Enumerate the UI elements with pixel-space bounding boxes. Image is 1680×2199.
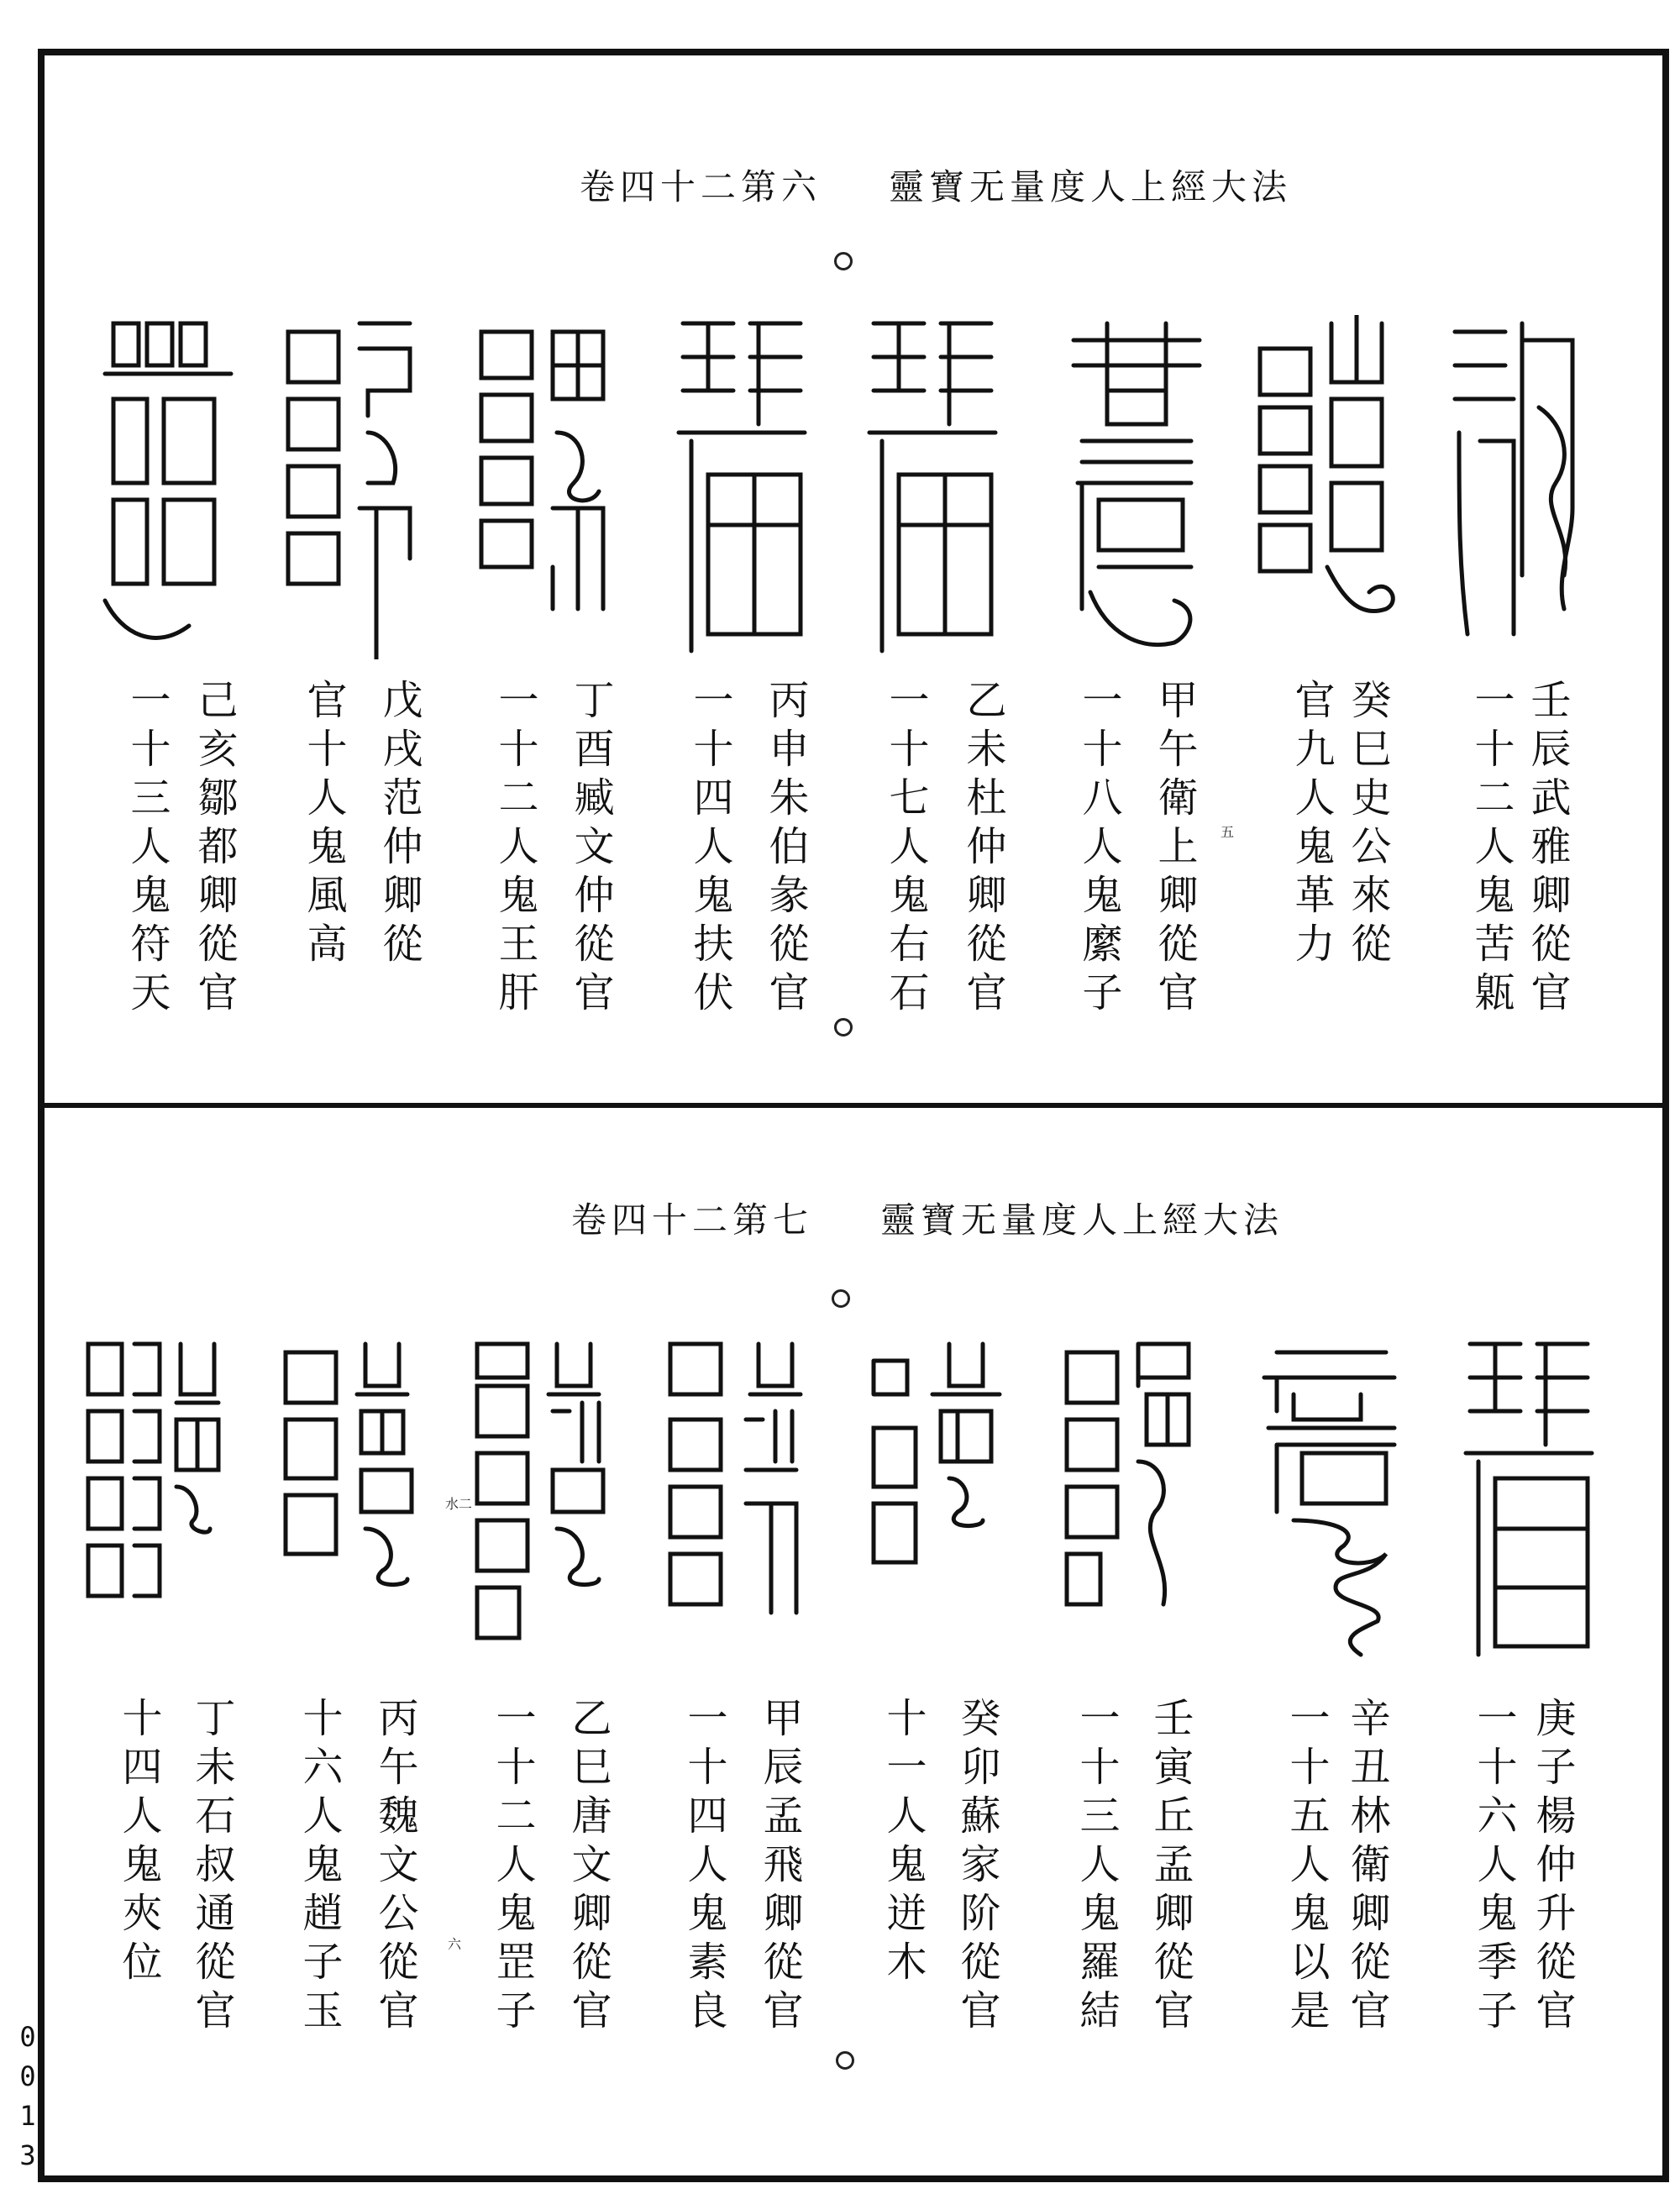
stem-column: 丙申朱伯彖從官 xyxy=(762,679,809,1020)
ghost-name-column: 官十人鬼風高 xyxy=(300,679,347,971)
circle-mark xyxy=(834,252,853,270)
panel-divider xyxy=(38,1103,1669,1108)
ghost-name-column: 一十八人鬼縻子 xyxy=(1075,679,1122,1020)
talisman-seal xyxy=(1446,315,1588,659)
page-number-digit: 3 xyxy=(19,2139,36,2171)
ghost-name-column: 一十三人鬼符天 xyxy=(123,679,171,1020)
talisman-seal xyxy=(97,315,238,659)
page-number xyxy=(15,2018,40,2175)
talisman-seal xyxy=(1063,1336,1204,1680)
stem-column: 乙未杜仲卿從官 xyxy=(959,679,1006,1020)
ghost-name-column: 一十二人鬼王肝 xyxy=(491,679,538,1020)
ghost-name-column: 一十四人鬼素良 xyxy=(680,1697,727,2038)
ghost-name-column: 一十二人鬼罡子 xyxy=(489,1697,536,2038)
page-number-digit: 0 xyxy=(19,2060,36,2092)
talisman-seal xyxy=(865,315,1006,659)
volume-label: 卷四十二第六 xyxy=(580,166,822,207)
talisman-seal xyxy=(1462,1336,1603,1680)
ghost-name-column: 一十四人鬼扶伏 xyxy=(686,679,733,1020)
ghost-name-column: 十四人鬼夾位 xyxy=(115,1697,162,1989)
ghost-name-column: 十六人鬼趙子玉 xyxy=(296,1697,343,2038)
ghost-name-column: 十一人鬼迸木 xyxy=(879,1697,927,1989)
talisman-seal xyxy=(1260,1336,1401,1680)
circle-mark xyxy=(834,1018,853,1037)
volume-label: 卷四十二第七 xyxy=(571,1199,814,1241)
stem-column: 丁酉臧文仲從官 xyxy=(567,679,614,1020)
panel-header-bottom xyxy=(571,1197,1284,1239)
small-note: 六 xyxy=(448,1936,462,1952)
stem-column: 癸卯蘇家阶從官 xyxy=(953,1697,1000,2038)
stem-column: 甲午衛上卿從官 xyxy=(1151,679,1198,1020)
talisman-seal xyxy=(865,1336,1006,1680)
stem-column: 丙午魏文公從官 xyxy=(371,1697,418,2038)
stem-column: 乙巳唐文卿從官 xyxy=(564,1697,612,2038)
ghost-name-column: 一十三人鬼羅結 xyxy=(1073,1697,1120,2038)
page-number-digit: 0 xyxy=(19,2021,36,2053)
talisman-seal xyxy=(477,315,618,659)
stem-column: 壬辰武雅卿從官 xyxy=(1524,679,1571,1020)
talisman-seal xyxy=(284,315,425,659)
ghost-name-column: 一十二人鬼苦甈 xyxy=(1467,679,1515,1020)
page-number-digit: 1 xyxy=(19,2100,36,2132)
stem-column: 甲辰孟飛卿從官 xyxy=(756,1697,803,2038)
stem-column: 癸巳史公來從 xyxy=(1344,679,1391,971)
talisman-seal xyxy=(84,1336,225,1680)
circle-mark xyxy=(836,2051,854,2070)
talisman-seal xyxy=(1065,315,1206,659)
stem-column: 壬寅丘孟卿從官 xyxy=(1147,1697,1194,2038)
ghost-name-column: 一十七人鬼右石 xyxy=(882,679,929,1020)
page-frame xyxy=(38,49,1669,2182)
small-note: 五 xyxy=(1221,824,1235,840)
ghost-name-column: 官九人鬼革力 xyxy=(1288,679,1335,971)
ghost-name-column: 一十五人鬼以是 xyxy=(1283,1697,1330,2038)
talisman-seal xyxy=(281,1336,423,1680)
small-note: 水二 xyxy=(445,1496,473,1512)
book-title: 靈寶无量度人上經大法 xyxy=(880,1199,1284,1241)
talisman-seal xyxy=(675,315,816,659)
stem-column: 辛丑林衛卿從官 xyxy=(1343,1697,1390,2038)
talisman-seal xyxy=(666,1336,807,1680)
panel-header-top xyxy=(580,164,1292,206)
stem-column: 己亥鄒都卿從官 xyxy=(191,679,238,1020)
circle-mark xyxy=(832,1289,850,1308)
stem-column: 丁未石叔通從官 xyxy=(188,1697,235,2038)
stem-column: 庚子楊仲升從官 xyxy=(1529,1697,1576,2038)
talisman-seal xyxy=(1256,315,1397,659)
book-title: 靈寶无量度人上經大法 xyxy=(889,166,1293,207)
talisman-seal xyxy=(473,1336,614,1680)
ghost-name-column: 一十六人鬼季子 xyxy=(1470,1697,1517,2038)
stem-column: 戊戌范仲卿從 xyxy=(375,679,423,971)
